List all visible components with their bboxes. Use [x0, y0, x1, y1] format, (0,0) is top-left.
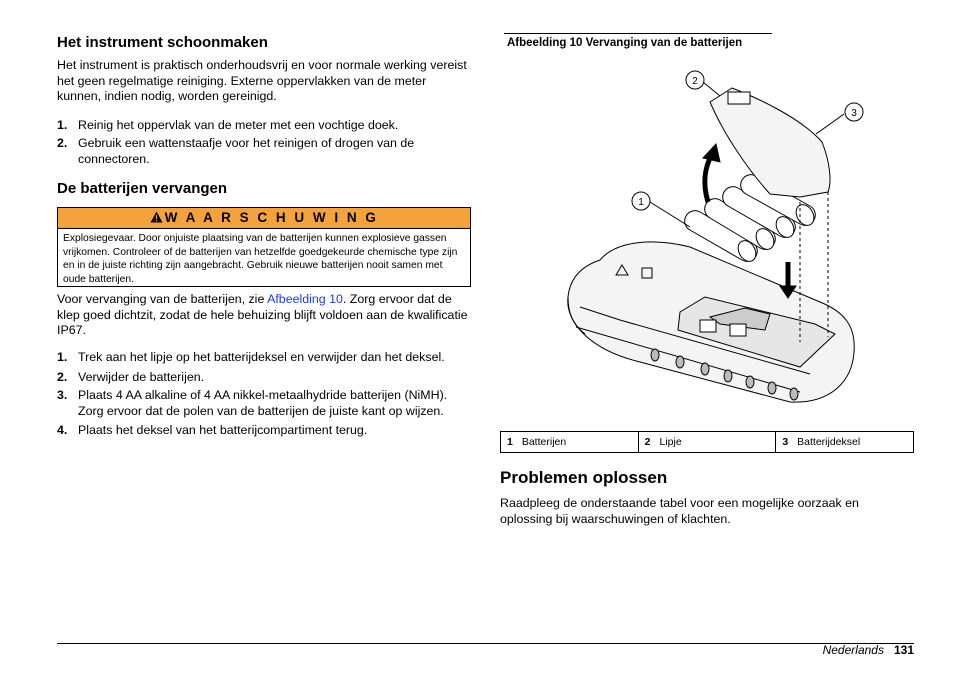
legend-cell	[776, 432, 914, 453]
list-number: 2.	[57, 370, 68, 384]
figure-rule	[504, 33, 772, 34]
battery-intro-paragraph	[57, 292, 471, 339]
list-number: 1.	[57, 350, 68, 364]
footer	[823, 643, 914, 657]
section-title-troubleshooting: Problemen oplossen	[500, 468, 668, 487]
figure-legend-table	[500, 431, 914, 453]
legend-number: 3	[782, 436, 789, 448]
legend-label: Batterijdeksel	[797, 436, 861, 448]
footer-rule	[57, 643, 914, 644]
cleaning-paragraph: Het instrument is praktisch onderhoudsvrij en voor normale werking vereist het geen regelmatige reiniging. Externe oppervlakken van de meter kunnen, indien nodig, worden gereinigd.	[57, 58, 467, 103]
list-number: 2.	[57, 136, 68, 150]
callout-2: 2	[692, 76, 698, 87]
figure-caption: Afbeelding 10 Vervanging van de batterijen	[507, 37, 743, 49]
list-text: Trek aan het lipje op het batterijdeksel en verwijder dan het deksel.	[78, 350, 445, 364]
list-number: 4.	[57, 423, 68, 437]
legend-number: 1	[507, 436, 513, 448]
warning-text: Explosiegevaar. Door onjuiste plaatsing van de batterijen kunnen explosieve gassen vrijkomen. Controleer of de batterijen van hetzelfde goedgekeurde chemische type zijn en in de juiste richting zijn aangebracht. Gebruik nieuwe batterijen nooit samen met oude batterijen.	[63, 233, 458, 285]
legend-number: 2	[644, 436, 651, 448]
list-text: Reinig het oppervlak van de meter met een vochtige doek.	[78, 118, 399, 132]
warning-box	[57, 207, 471, 287]
legend-label: Lipje	[659, 436, 682, 448]
legend-cell	[638, 432, 776, 453]
warning-triangle-icon	[150, 211, 163, 223]
footer-language: Nederlands	[822, 643, 884, 657]
section-title-batteries: De batterijen vervangen	[57, 180, 228, 197]
section-title-cleaning: Het instrument schoonmaken	[57, 34, 268, 51]
legend-cell	[501, 432, 639, 453]
list-number: 3.	[57, 388, 68, 402]
warning-title: W A A R S C H U W I N G	[164, 210, 379, 225]
figure-link[interactable]: Afbeelding 10	[267, 292, 343, 306]
list-text: Plaats het deksel van het batterijcompartiment terug.	[78, 423, 368, 437]
battery-replacement-illustration	[560, 62, 912, 418]
intro-text-after: . Zorg ervoor dat de klep goed dichtzit, zodat de hele behuizing blijft voldoen aan de kwalificatie IP67.	[57, 292, 468, 337]
list-item	[57, 136, 467, 168]
list-text: Plaats 4 AA alkaline of 4 AA nikkel-metaalhydride batterijen (NiMH). Zorg ervoor dat de polen van de batterijen de juiste kant op wijzen.	[78, 388, 448, 418]
troubleshooting-paragraph: Raadpleeg de onderstaande tabel voor een mogelijke oorzaak en oplossing bij waarschuwingen of klachten.	[500, 496, 859, 526]
intro-text-before: Voor vervanging van de batterijen, zie	[57, 292, 268, 306]
list-item	[57, 388, 471, 420]
list-text: Gebruik een wattenstaafje voor het reinigen of drogen van de connectoren.	[78, 136, 415, 166]
list-text: Verwijder de batterijen.	[78, 370, 205, 384]
page-number: 131	[893, 643, 914, 657]
legend-label: Batterijen	[521, 436, 567, 448]
callout-3: 3	[851, 108, 857, 119]
callout-1: 1	[638, 197, 644, 208]
list-number: 1.	[57, 118, 68, 132]
warning-header	[58, 208, 470, 229]
